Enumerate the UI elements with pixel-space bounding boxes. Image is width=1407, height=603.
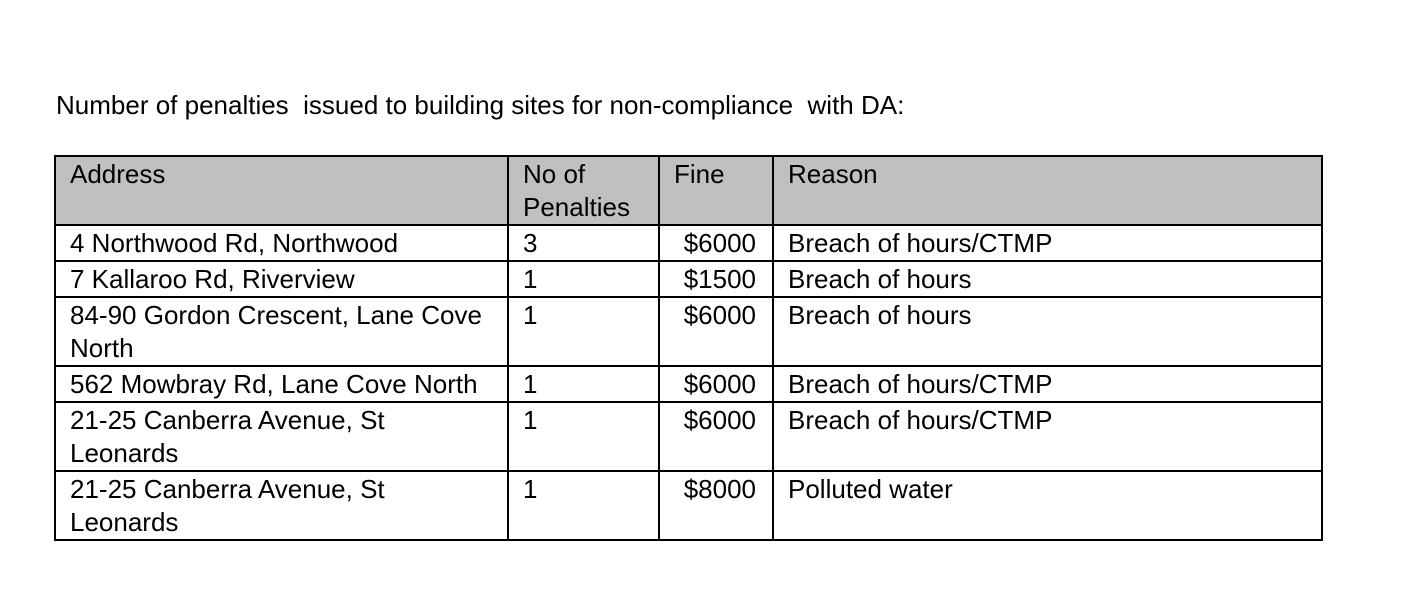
cell-address: 562 Mowbray Rd, Lane Cove North — [55, 366, 508, 402]
cell-penalty-count: 1 — [508, 261, 659, 297]
cell-reason: Breach of hours/CTMP — [773, 366, 1322, 402]
cell-fine: $8000 — [659, 471, 773, 540]
table-row — [55, 225, 1322, 261]
cell-penalty-count: 1 — [508, 366, 659, 402]
cell-penalty-count: 1 — [508, 297, 659, 366]
cell-fine: $6000 — [659, 366, 773, 402]
header-address: Address — [55, 156, 508, 225]
document-heading: Number of penalties issued to building sites for non-compliance with DA: — [56, 90, 905, 120]
table-row — [55, 297, 1322, 366]
cell-address: 21-25 Canberra Avenue, St Leonards — [55, 402, 508, 471]
cell-reason: Breach of hours — [773, 297, 1322, 366]
cell-address: 84-90 Gordon Crescent, Lane Cove North — [55, 297, 508, 366]
cell-reason: Breach of hours — [773, 261, 1322, 297]
header-fine: Fine — [659, 156, 773, 225]
cell-fine: $6000 — [659, 297, 773, 366]
cell-penalty-count: 3 — [508, 225, 659, 261]
cell-reason: Breach of hours/CTMP — [773, 402, 1322, 471]
cell-address: 21-25 Canberra Avenue, St Leonards — [55, 471, 508, 540]
table-row — [55, 471, 1322, 540]
table-row — [55, 402, 1322, 471]
cell-reason: Breach of hours/CTMP — [773, 225, 1322, 261]
cell-penalty-count: 1 — [508, 402, 659, 471]
cell-reason: Polluted water — [773, 471, 1322, 540]
cell-fine: $6000 — [659, 225, 773, 261]
cell-fine: $1500 — [659, 261, 773, 297]
cell-fine: $6000 — [659, 402, 773, 471]
header-reason: Reason — [773, 156, 1322, 225]
table-row — [55, 261, 1322, 297]
cell-address: 7 Kallaroo Rd, Riverview — [55, 261, 508, 297]
table-row — [55, 366, 1322, 402]
table-header-row — [55, 156, 1322, 225]
header-no-of-penalties: No of Penalties — [508, 156, 659, 225]
penalties-table — [54, 155, 1323, 541]
cell-penalty-count: 1 — [508, 471, 659, 540]
cell-address: 4 Northwood Rd, Northwood — [55, 225, 508, 261]
